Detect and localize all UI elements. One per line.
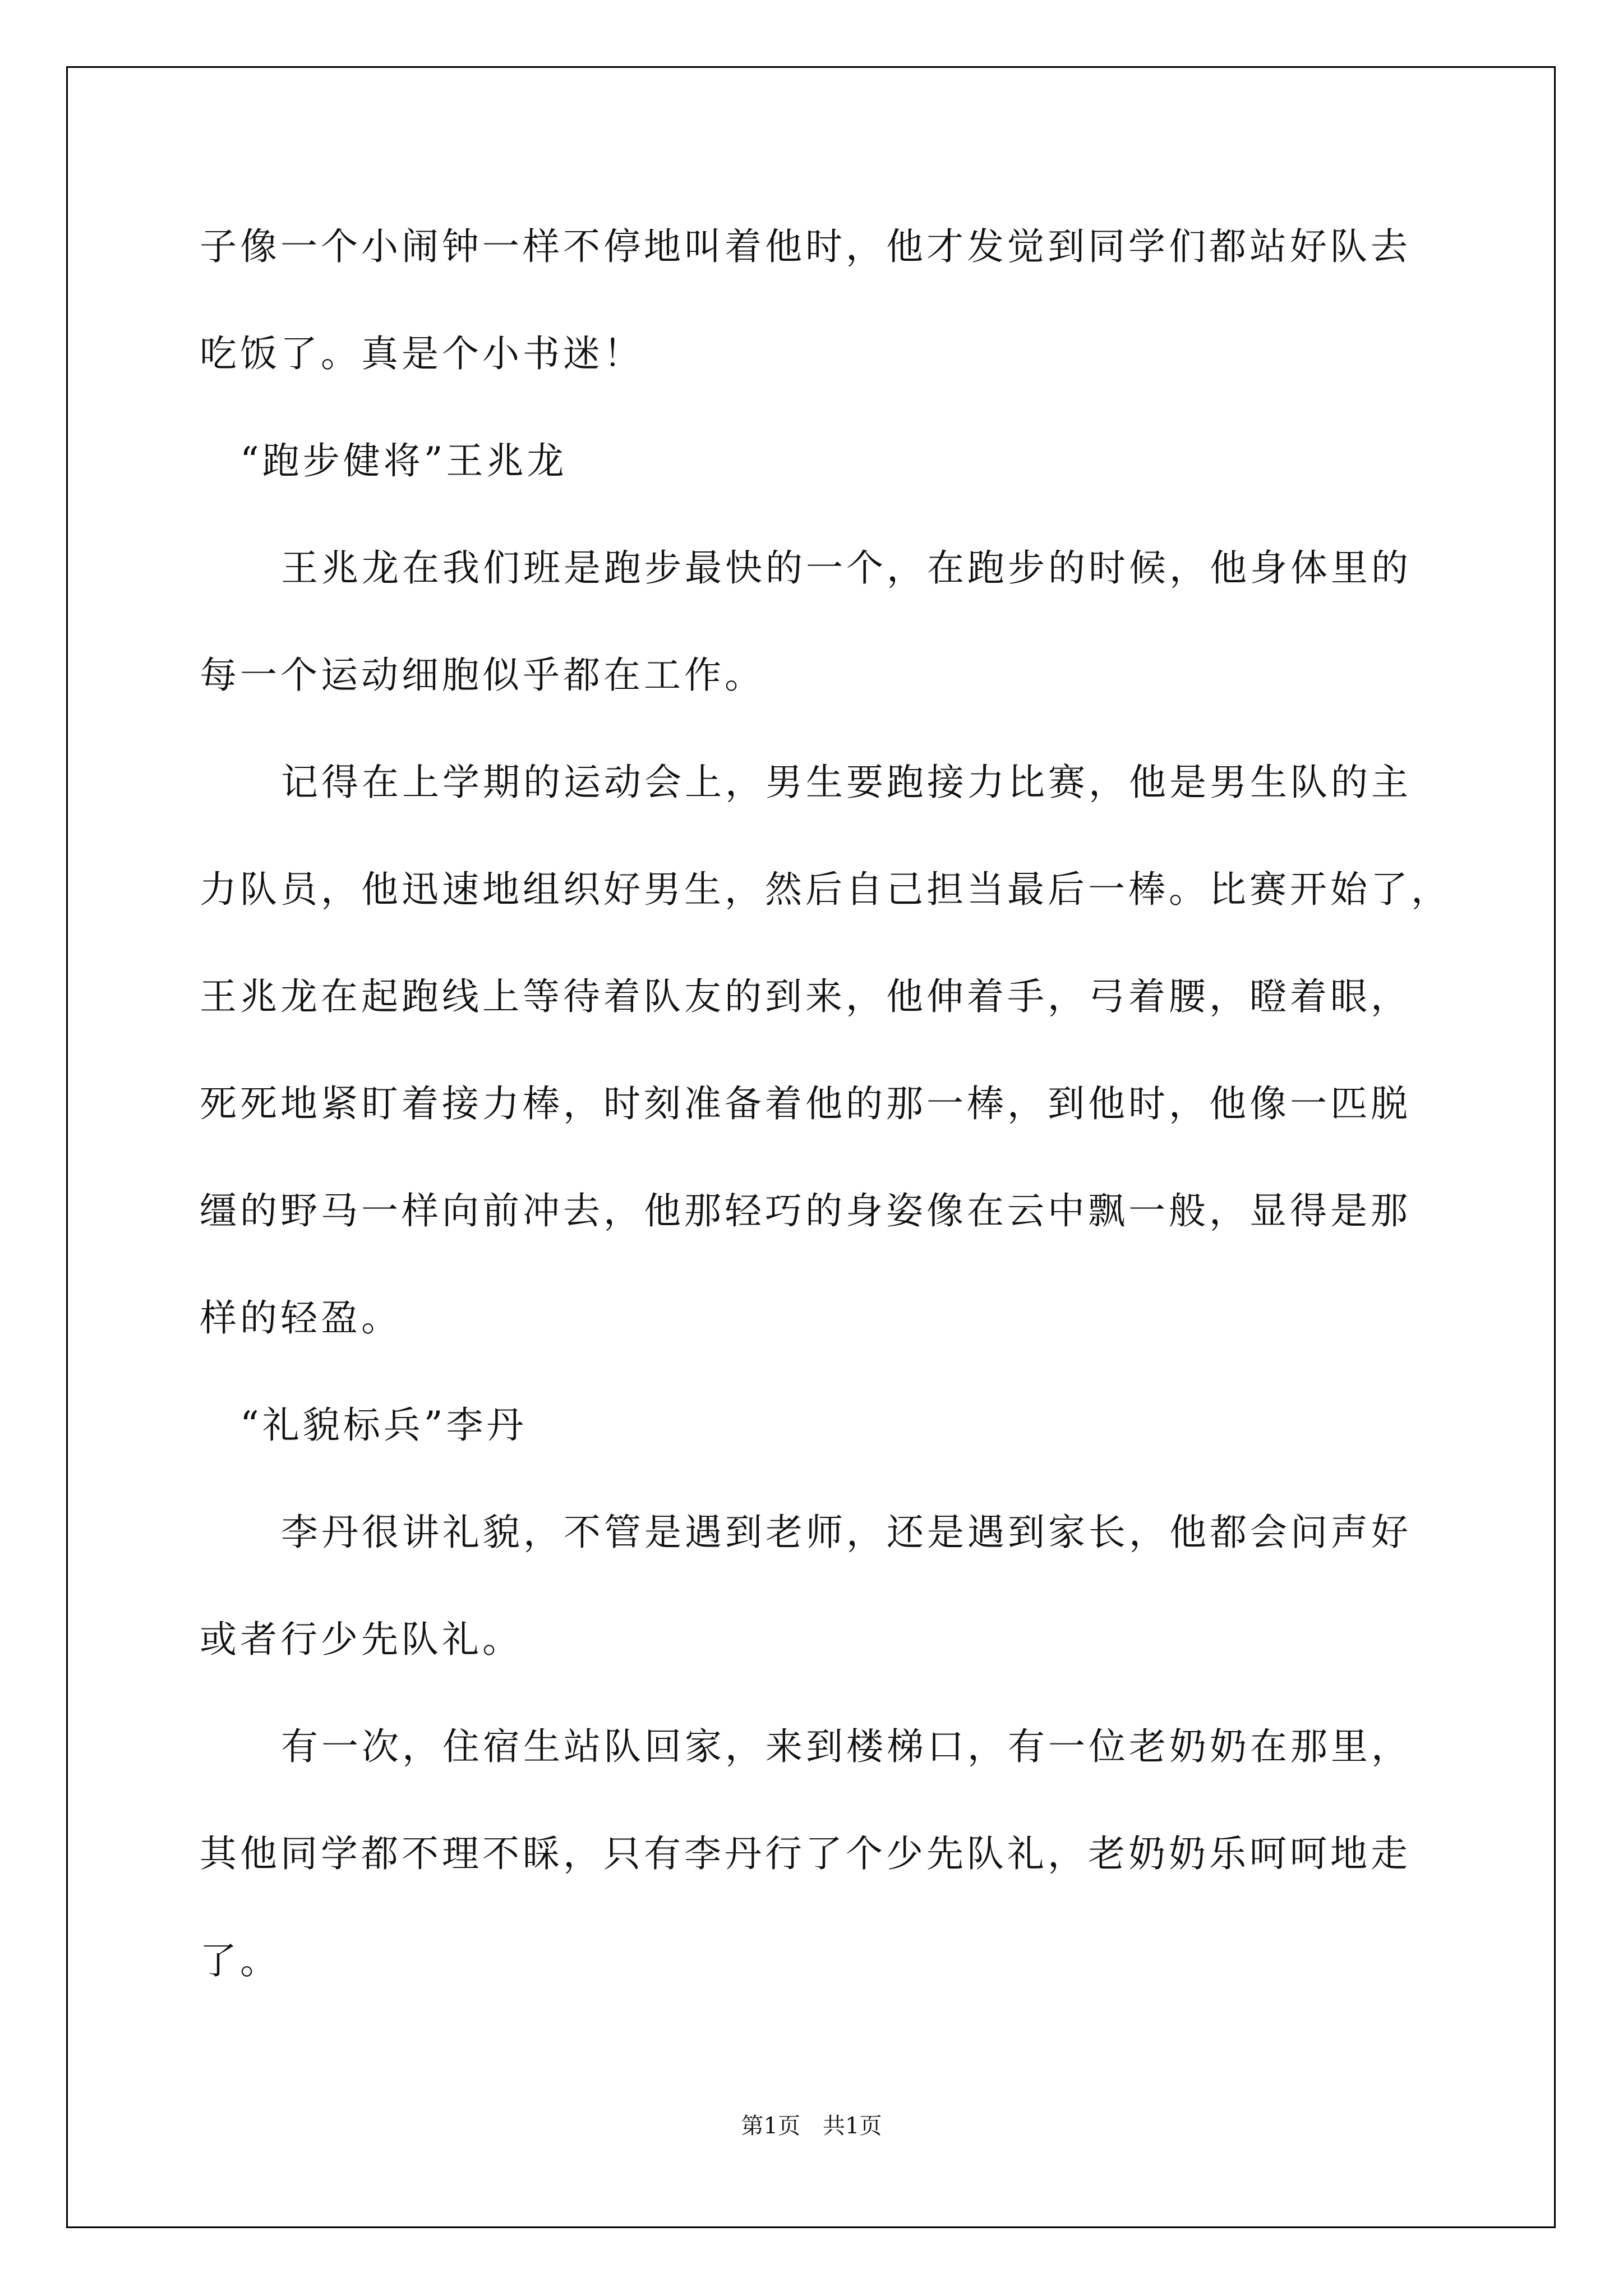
page-number-footer: 第1页 共1页 (741, 2113, 882, 2139)
page-border (66, 66, 1556, 2228)
text-line: 子像一个小闹钟一样不停地叫着他时，他才发觉到同学们都站好队去 (200, 225, 1411, 268)
text-line: 缰的野马一样向前冲去，他那轻巧的身姿像在云中飘一般，显得是那 (200, 1189, 1411, 1232)
section-heading: “跑步健将”王兆龙 (240, 439, 568, 482)
text-line: 死死地紧盯着接力棒，时刻准备着他的那一棒，到他时，他像一匹脱 (200, 1082, 1411, 1125)
text-line: 其他同学都不理不睬，只有李丹行了个少先队礼，老奶奶乐呵呵地走 (200, 1832, 1411, 1875)
text-line: 或者行少先队礼。 (200, 1618, 523, 1661)
text-line: 每一个运动细胞似乎都在工作。 (200, 654, 765, 697)
text-line: 记得在上学期的运动会上，男生要跑接力比赛，他是男生队的主 (281, 761, 1412, 804)
text-line: 王兆龙在我们班是跑步最快的一个，在跑步的时候，他身体里的 (281, 546, 1412, 590)
text-line: 有一次，住宿生站队回家，来到楼梯口，有一位老奶奶在那里， (281, 1725, 1412, 1768)
text-line: 了。 (200, 1939, 280, 1982)
text-line: 样的轻盈。 (200, 1296, 402, 1340)
text-line: 力队员，他迅速地组织好男生，然后自己担当最后一棒。比赛开始了， (200, 868, 1451, 911)
text-line: 李丹很讲礼貌，不管是遇到老师，还是遇到家长，他都会问声好 (281, 1511, 1412, 1554)
section-heading: “礼貌标兵”李丹 (240, 1404, 527, 1447)
text-line: 吃饭了。真是个小书迷！ (200, 332, 644, 375)
text-line: 王兆龙在起跑线上等待着队友的到来，他伸着手，弓着腰，瞪着眼， (200, 975, 1411, 1018)
